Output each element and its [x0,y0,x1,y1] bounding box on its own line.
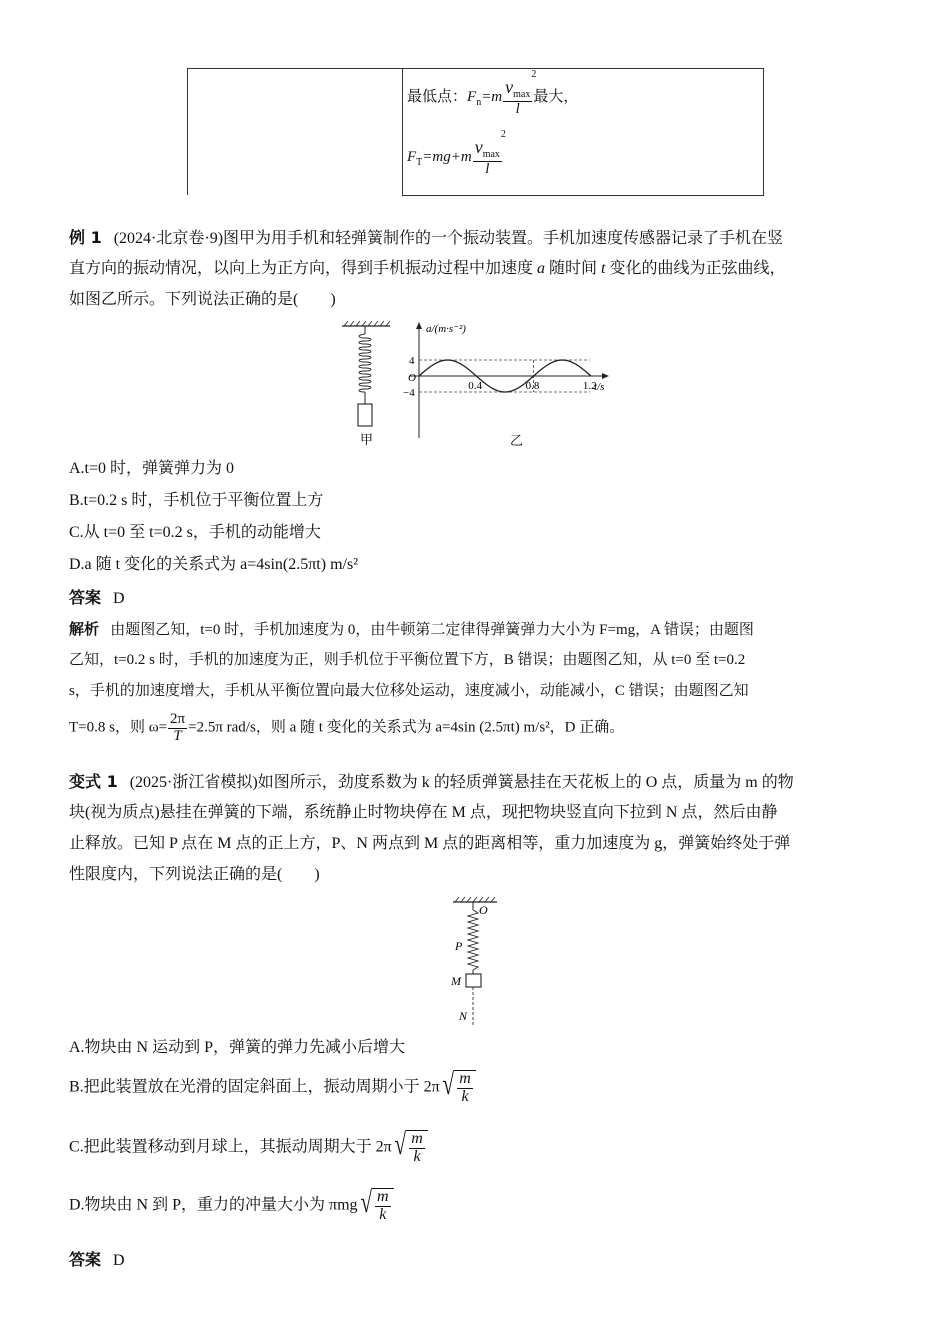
example1-option-a: A.t=0 时，弹簧弹力为 0 [69,460,235,477]
lowest-point-formula: 最低点：$F_n=m$ $v_{max}$ 2 l 最大， [407,69,579,117]
ceiling-hatch [455,897,495,902]
point-n: N [459,1009,468,1023]
x-tick-04: 0.4 [468,380,483,392]
variant1-answer: 答案 D [69,1250,125,1269]
x-tick-08: 0.8 [525,380,540,392]
spring-coil [359,334,371,392]
phone-block [358,404,372,426]
y-tick-pos: 4 [409,355,415,367]
example1-option-c: C.从 t=0 至 t=0.2 s，手机的动能增大 [69,524,321,541]
figure-label-jia: 甲 [360,432,374,447]
tension-formula: $F_T=mg+m$ $v_{max}$ 2 l [407,129,506,177]
omega-fraction: $\frac{2\pi}{T}$ [170,711,186,744]
example1-answer: 答案 D [69,588,125,607]
x-axis-label: t/s [594,381,605,393]
example1-analysis-2: 乙知，t=0.2 s 时，手机的加速度为正，则手机位于平衡位置下方，B 错误；由题图乙知，从 t=0 至 t=0.2 [69,652,746,668]
spring-coil [468,910,478,970]
variant1-option-b: B.把此装置放在光滑的固定斜面上，振动周期小于 2π √ $\frac{m}{k}$ [69,1070,476,1106]
variant1-line-a: 变式 1 (2025·浙江省模拟)如图所示，劲度系数为 k 的轻质弹簧悬挂在天花板上的 O 点，质量为 m 的物 [69,772,794,791]
variant-spring-figure [445,896,515,1028]
example1-option-d: D.a 随 t 变化的关系式为 a=4sin(2.5πt) m/s² [69,556,358,573]
table-left-border [187,68,188,195]
figure-label-yi: 乙 [510,433,524,448]
x-axis-arrow [602,373,609,379]
y-axis-arrow [416,322,422,329]
example1-line-b: 直方向的振动情况，以向上为正方向，得到手机振动过程中加速度 a 随时间 t 变化的曲线为正弦曲线， [69,260,786,277]
variant1-line-d: 性限度内，下列说法正确的是( ) [69,866,320,883]
figure-yi-chart [400,318,620,448]
variant1-option-a: A.物块由 N 运动到 P，弹簧的弹力先减小后增大 [69,1039,406,1056]
sqrt-m-over-k: √ $\frac{m}{k}$ [358,1188,394,1224]
point-m: M [451,974,461,988]
variant1-option-d: D.物块由 N 到 P，重力的冲量大小为 πmg √ $\frac{m}{k}$ [69,1188,394,1224]
example1-analysis-1: 解析 由题图乙知，t=0 时，手机加速度为 0，由牛顿第二定律得弹簧弹力大小为 F=mg，A 错误；由题图 [69,620,754,638]
sqrt-m-over-k: √ $\frac{m}{k}$ [392,1130,428,1166]
example1-analysis-3: s，手机的加速度增大，手机从平衡位置向最大位移处运动，速度减小，动能减小，C 错误；由题图乙知 [69,683,749,699]
variant1-line-c: 止释放。已知 P 点在 M 点的正上方，P、N 两点到 M 点的距离相等，重力加速度为 g，弹簧始终处于弹 [69,835,791,852]
vmax-fraction-2: $v_{max}$ 2 l [474,129,506,177]
variant1-option-c: C.把此装置移动到月球上，其振动周期大于 2π √ $\frac{m}{k}$ [69,1130,428,1166]
point-o: O [479,903,488,917]
mass-block [466,974,481,987]
y-tick-neg: −4 [403,387,415,399]
variant-label: 变式 1 [69,772,118,791]
origin-label: O [408,372,416,384]
vmax-fraction: $v_{max}$ 2 l [505,69,537,117]
variant1-line-b: 块(视为质点)悬挂在弹簧的下端，系统静止时物块停在 M 点，现把物块竖直向下拉到 N 点，然后由静 [69,804,778,821]
example1-line-c: 如图乙所示。下列说法正确的是( ) [69,291,336,308]
example-label: 例 1 [69,228,102,247]
x-tick-12: 1.2 [582,380,597,392]
example1-analysis-4: T=0.8 s，则 ω= $\frac{2\pi}{T}$ =2.5π rad/s，则 a 随 t 变化的关系式为 a=4sin (2.5πt) m/s²，D 正确。 [69,711,625,744]
ceiling-hatch [344,321,390,326]
point-p: P [455,939,463,953]
y-axis-label: a/(m·s⁻²) [426,323,466,335]
figure-jia-spring [336,320,396,450]
sqrt-m-over-k: √ $\frac{m}{k}$ [440,1070,476,1106]
example1-option-b: B.t=0.2 s 时，手机位于平衡位置上方 [69,492,324,509]
example1-line-a: 例 1 (2024·北京卷·9)图甲为用手机和轻弹簧制作的一个振动装置。手机加速度传感器记录了手机在竖 [69,228,784,247]
